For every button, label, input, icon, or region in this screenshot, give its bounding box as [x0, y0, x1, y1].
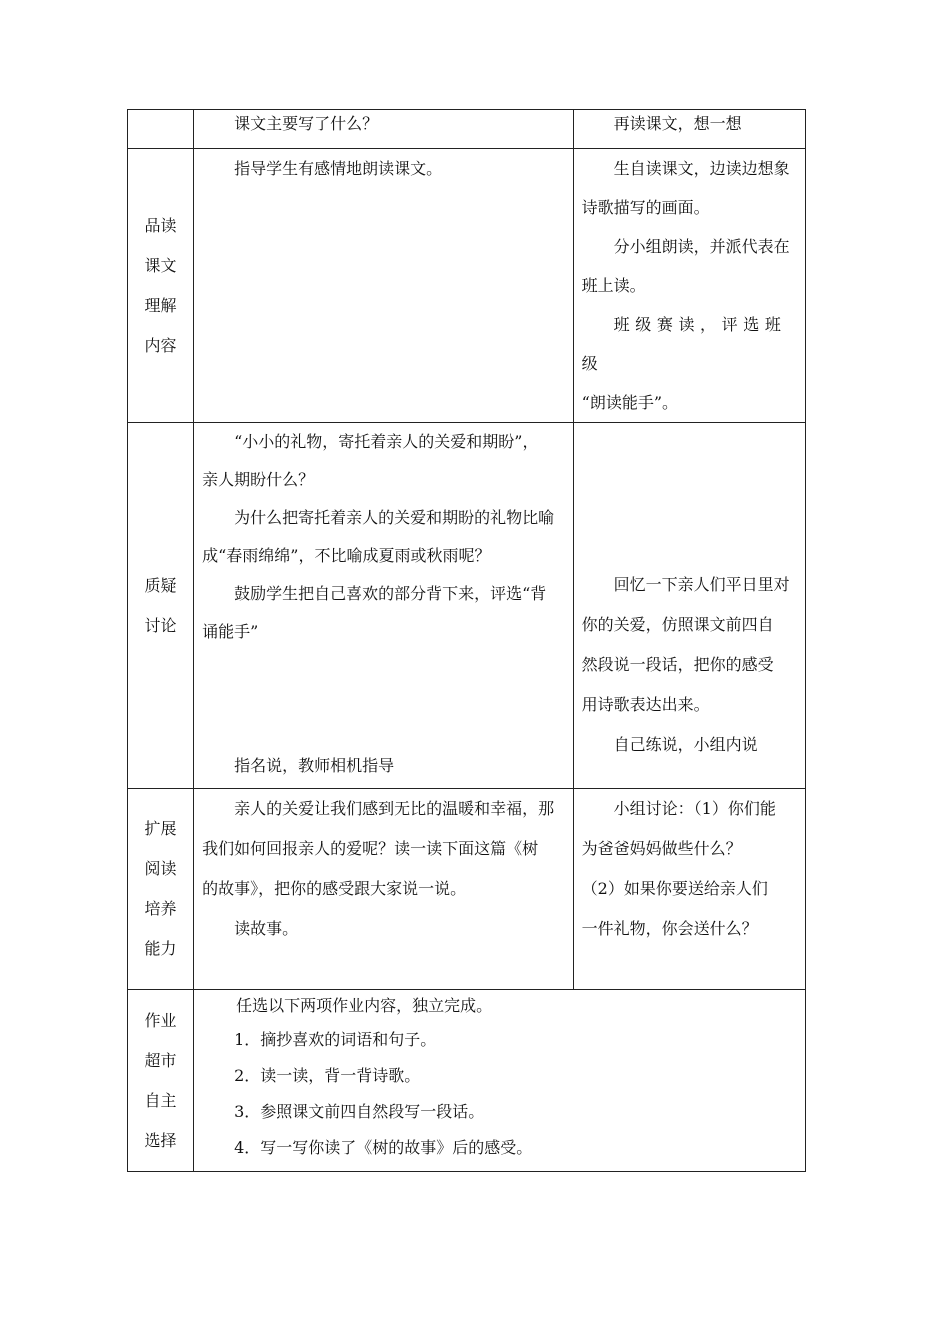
teacher-activity-cell	[194, 423, 574, 789]
teacher-text: 读故事。	[234, 919, 299, 938]
student-text: 为爸爸妈妈做些什么？	[581, 839, 742, 858]
student-text: 班级赛读，评选班级	[581, 315, 787, 373]
table-row	[128, 149, 806, 423]
homework-intro: 任选以下两项作业内容，独立完成。	[236, 996, 493, 1015]
row-label-cell	[128, 423, 194, 789]
teacher-text: 指导学生有感情地朗读课文。	[234, 159, 443, 178]
teacher-activity-cell	[194, 110, 574, 149]
student-text: （2）如果你要送给亲人们	[581, 879, 768, 898]
student-activity-cell	[573, 789, 805, 990]
student-text: 然段说一段话，把你的感受	[581, 655, 774, 674]
student-activity-cell	[573, 423, 805, 789]
teacher-text: 鼓励学生把自己喜欢的部分背下来，评选“背	[234, 584, 547, 603]
teacher-text: 我们如何回报亲人的爱呢？读一读下面这篇《树	[202, 839, 539, 858]
student-activity-cell	[573, 110, 805, 149]
teacher-activity-cell	[194, 149, 574, 423]
table-row	[128, 990, 806, 1172]
homework-item: 3．参照课文前四自然段写一段话。	[234, 1102, 485, 1121]
teacher-activity-cell	[194, 789, 574, 990]
row-label: 阅读	[144, 859, 177, 878]
row-label: 自主	[144, 1090, 177, 1110]
row-label: 超市	[144, 1050, 177, 1070]
table-row	[128, 789, 806, 990]
table-row	[128, 423, 806, 789]
teacher-text: 亲人期盼什么？	[202, 470, 315, 489]
homework-cell	[194, 990, 806, 1172]
row-label: 选择	[144, 1130, 177, 1150]
homework-item: 4．写一写你读了《树的故事》后的感受。	[234, 1138, 533, 1157]
row-label-cell	[128, 789, 194, 990]
row-label: 内容	[144, 335, 177, 355]
student-text: 分小组朗读，并派代表在	[613, 237, 790, 256]
row-label: 品读	[144, 215, 177, 235]
student-activity-cell	[573, 149, 805, 423]
row-label-cell	[128, 149, 194, 423]
teacher-text: 的故事》，把你的感受跟大家说一说。	[202, 879, 467, 898]
student-text: 班上读。	[581, 276, 646, 295]
teacher-text: 为什么把寄托着亲人的关爱和期盼的礼物比喻	[234, 508, 555, 527]
student-text: 再读课文，想一想	[613, 114, 742, 133]
student-text: 一件礼物，你会送什么？	[581, 919, 758, 938]
teacher-text: 亲人的关爱让我们感到无比的温暖和幸福，那	[234, 799, 555, 818]
row-label: 质疑	[144, 575, 177, 595]
lesson-plan-table	[127, 109, 806, 1172]
row-label-cell	[128, 990, 194, 1172]
teacher-text: 指名说，教师相机指导	[234, 756, 395, 775]
row-label: 讨论	[144, 615, 177, 635]
student-text: 自己练说，小组内说	[613, 735, 758, 754]
teacher-text: 诵能手”	[202, 622, 259, 641]
student-text: “朗读能手”。	[581, 393, 679, 412]
row-label: 作业	[144, 1010, 177, 1030]
teacher-text: 成“春雨绵绵”，不比喻成夏雨或秋雨呢？	[202, 546, 491, 565]
row-label: 扩展	[144, 819, 177, 838]
homework-item: 1．摘抄喜欢的词语和句子。	[234, 1030, 437, 1049]
student-text: 用诗歌表达出来。	[581, 695, 710, 714]
student-text: 小组讨论：（1）你们能	[613, 799, 776, 818]
row-label: 能力	[144, 939, 177, 958]
student-text: 诗歌描写的画面。	[581, 198, 710, 217]
teacher-text: “小小的礼物，寄托着亲人的关爱和期盼”，	[234, 432, 539, 451]
row-label: 理解	[144, 295, 177, 315]
row-label-cell	[128, 110, 194, 149]
student-text: 生自读课文，边读边想象	[613, 159, 790, 178]
student-text: 回忆一下亲人们平日里对	[613, 575, 790, 594]
table-row	[128, 110, 806, 149]
teacher-text: 课文主要写了什么？	[234, 114, 379, 133]
homework-item: 2．读一读，背一背诗歌。	[234, 1066, 421, 1085]
row-label: 培养	[144, 899, 177, 918]
row-label: 课文	[144, 255, 177, 275]
student-text: 你的关爱，仿照课文前四自	[581, 615, 774, 634]
